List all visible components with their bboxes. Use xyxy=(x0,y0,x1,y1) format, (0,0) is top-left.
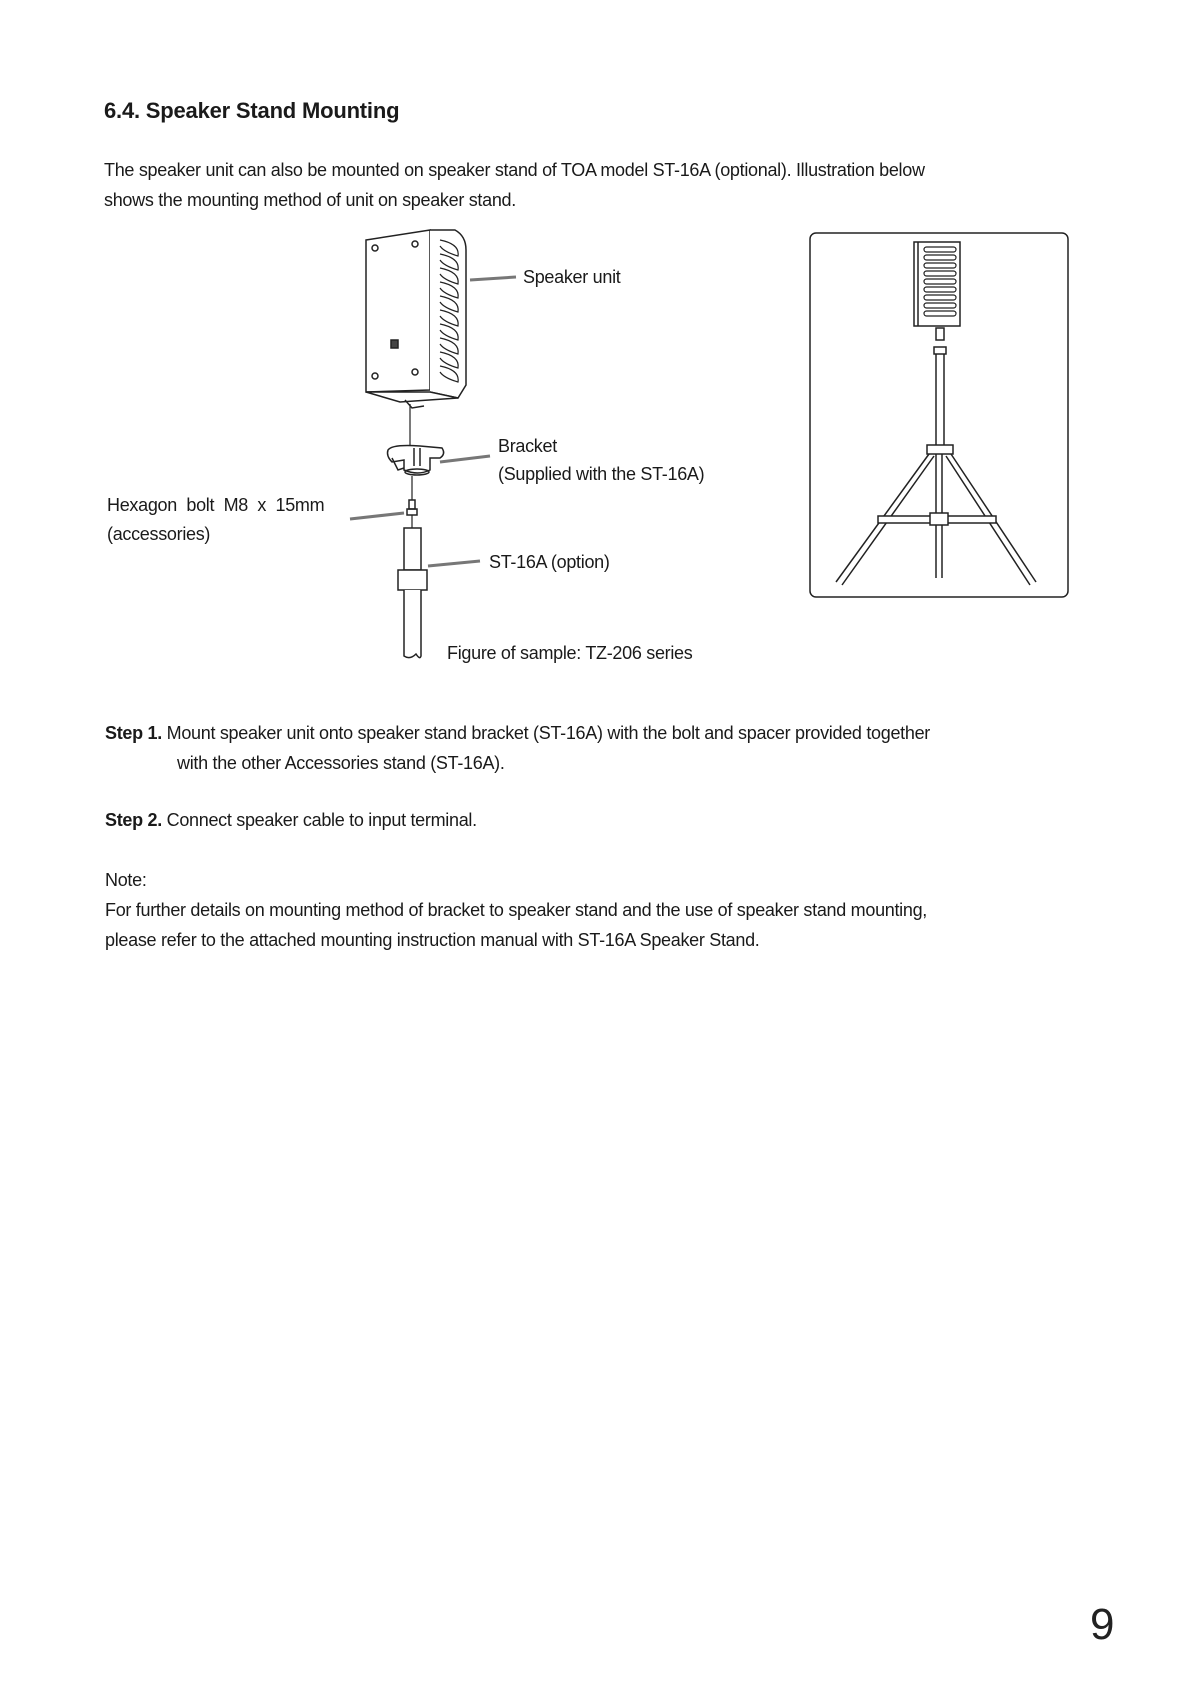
intro-line-2: shows the mounting method of unit on speaker stand. xyxy=(104,190,516,210)
step-1-text-continued: with the other Accessories stand (ST-16A). xyxy=(177,753,505,773)
step-1-label: Step 1. xyxy=(105,723,162,743)
section-title: 6.4. Speaker Stand Mounting xyxy=(104,98,400,123)
step-1-text: Mount speaker unit onto speaker stand bracket (ST-16A) with the bolt and spacer provided together xyxy=(161,723,930,743)
note-line-1: For further details on mounting method of bracket to speaker stand and the use of speaker stand mounting, xyxy=(105,900,928,920)
figure-caption: Figure of sample: TZ-206 series xyxy=(447,643,693,663)
label-bracket-note: (Supplied with the ST-16A) xyxy=(498,464,705,484)
page-number: 9 xyxy=(1090,1600,1115,1649)
label-speaker-unit: Speaker unit xyxy=(523,267,621,287)
label-hexagon-bolt: Hexagon bolt M8 x 15mm xyxy=(107,495,325,515)
step-2-label: Step 2. xyxy=(105,810,162,830)
step-2 xyxy=(105,805,477,835)
label-bolt-note: (accessories) xyxy=(107,524,211,544)
label-stand: ST-16A (option) xyxy=(489,552,610,572)
intro-line-1: The speaker unit can also be mounted on speaker stand of TOA model ST-16A (optional). Illustration below xyxy=(104,160,925,180)
step-2-text: Connect speaker cable to input terminal. xyxy=(161,810,477,830)
note-line-2: please refer to the attached mounting instruction manual with ST-16A Speaker Stand. xyxy=(105,930,760,950)
step-1 xyxy=(105,718,1085,778)
label-bracket: Bracket xyxy=(498,436,557,456)
note-heading: Note: xyxy=(105,870,147,890)
tripod-stand-drawing xyxy=(0,0,1190,700)
note-block xyxy=(105,865,1095,955)
